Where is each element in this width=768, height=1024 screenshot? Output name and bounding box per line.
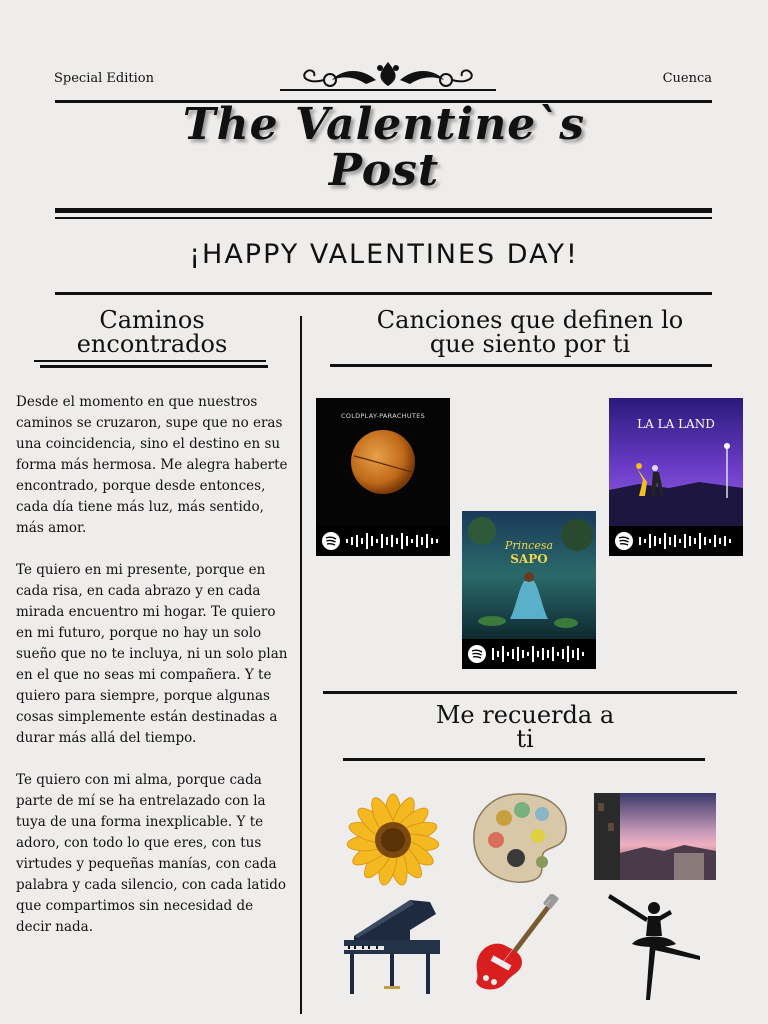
article-title-line1: Caminos <box>99 306 205 334</box>
ornament-divider <box>280 58 496 98</box>
reminds-title-line2: ti <box>516 725 534 753</box>
sunflower-icon <box>340 790 446 890</box>
songs-title-line1: Canciones que definen lo <box>376 306 684 334</box>
ballerina-icon <box>604 890 704 1002</box>
masthead-bottom-rule-thick <box>55 208 712 213</box>
sunset-city-photo <box>594 793 716 880</box>
spotify-code <box>609 526 743 556</box>
article-title-line2: encontrados <box>76 330 228 358</box>
article-paragraph: Te quiero con mi alma, porque cada parte de mí se ha entrelazado con la tuya de una forma inexplicable. Y te adoro, con todo lo que eres, con tus virtudes y pequeñas manías, con cada palabra y cada silencio, con cada latido que compartimos sin necesidad de decir nada. <box>16 772 286 935</box>
album-card-parachutes[interactable] <box>316 398 450 556</box>
reminds-title-line1: Me recuerda a <box>435 701 615 729</box>
reminds-bottom-rule <box>343 758 705 761</box>
article-title-rule-1 <box>34 360 266 362</box>
masthead-title <box>0 99 768 196</box>
svg-text:LA LA LAND: LA LA LAND <box>637 417 715 431</box>
album-art-parachutes <box>316 398 450 526</box>
masthead-title-line1: The Valentine`s <box>182 99 586 150</box>
album-caption: COLDPLAY-PARACHUTES <box>340 412 426 420</box>
album-art-princesa-sapo <box>462 511 596 639</box>
album-art-lalaland <box>609 398 743 526</box>
city-label: Cuenca <box>662 71 712 86</box>
lalaland-poster-image <box>609 398 743 526</box>
headline-rule <box>55 292 712 295</box>
reminds-title <box>380 703 670 751</box>
princesa-sapo-poster-image <box>462 511 596 639</box>
paint-palette-icon <box>470 790 570 886</box>
column-divider <box>300 316 302 1014</box>
songs-title-rule <box>330 364 712 367</box>
album-card-lalaland[interactable] <box>609 398 743 556</box>
masthead-title-line2: Post <box>328 145 440 196</box>
svg-text:Princesa: Princesa <box>504 539 554 552</box>
article-paragraph: Desde el momento en que nuestros caminos se cruzaron, supe que no eras una coincidencia, sino el destino en su forma más hermosa. Me alegra haberte encontrado, porque desde entonces, cada día tiene más luz, más sentido, más amor. <box>16 394 288 536</box>
article-title <box>40 308 264 356</box>
svg-text:SAPO: SAPO <box>510 552 548 566</box>
headline: ¡HAPPY VALENTINES DAY! <box>189 239 579 270</box>
article-body <box>16 392 288 959</box>
reminds-top-rule <box>323 691 737 694</box>
article-title-rule-2 <box>40 365 268 368</box>
songs-title-line2: que siento por ti <box>429 330 631 358</box>
moon-globe-image <box>316 398 450 526</box>
grand-piano-icon <box>340 894 444 996</box>
album-card-princesa-sapo[interactable] <box>462 511 596 669</box>
spotify-code <box>316 526 450 556</box>
edition-label: Special Edition <box>54 71 154 86</box>
spotify-code <box>462 639 596 669</box>
songs-title <box>330 308 730 356</box>
article-paragraph: Te quiero en mi presente, porque en cada risa, en cada abrazo y en cada mirada encuentro mi hogar. Te quiero en mi futuro, porque no hay un solo sueño que no te incluya, ni un solo plan en el que no seas mi compañera. Y te quiero para siempre, porque algunas cosas simplemente están destinadas a durar más allá del tiempo. <box>16 562 288 746</box>
electric-guitar-icon <box>470 894 560 996</box>
masthead-bottom-rule-thin <box>55 217 712 219</box>
